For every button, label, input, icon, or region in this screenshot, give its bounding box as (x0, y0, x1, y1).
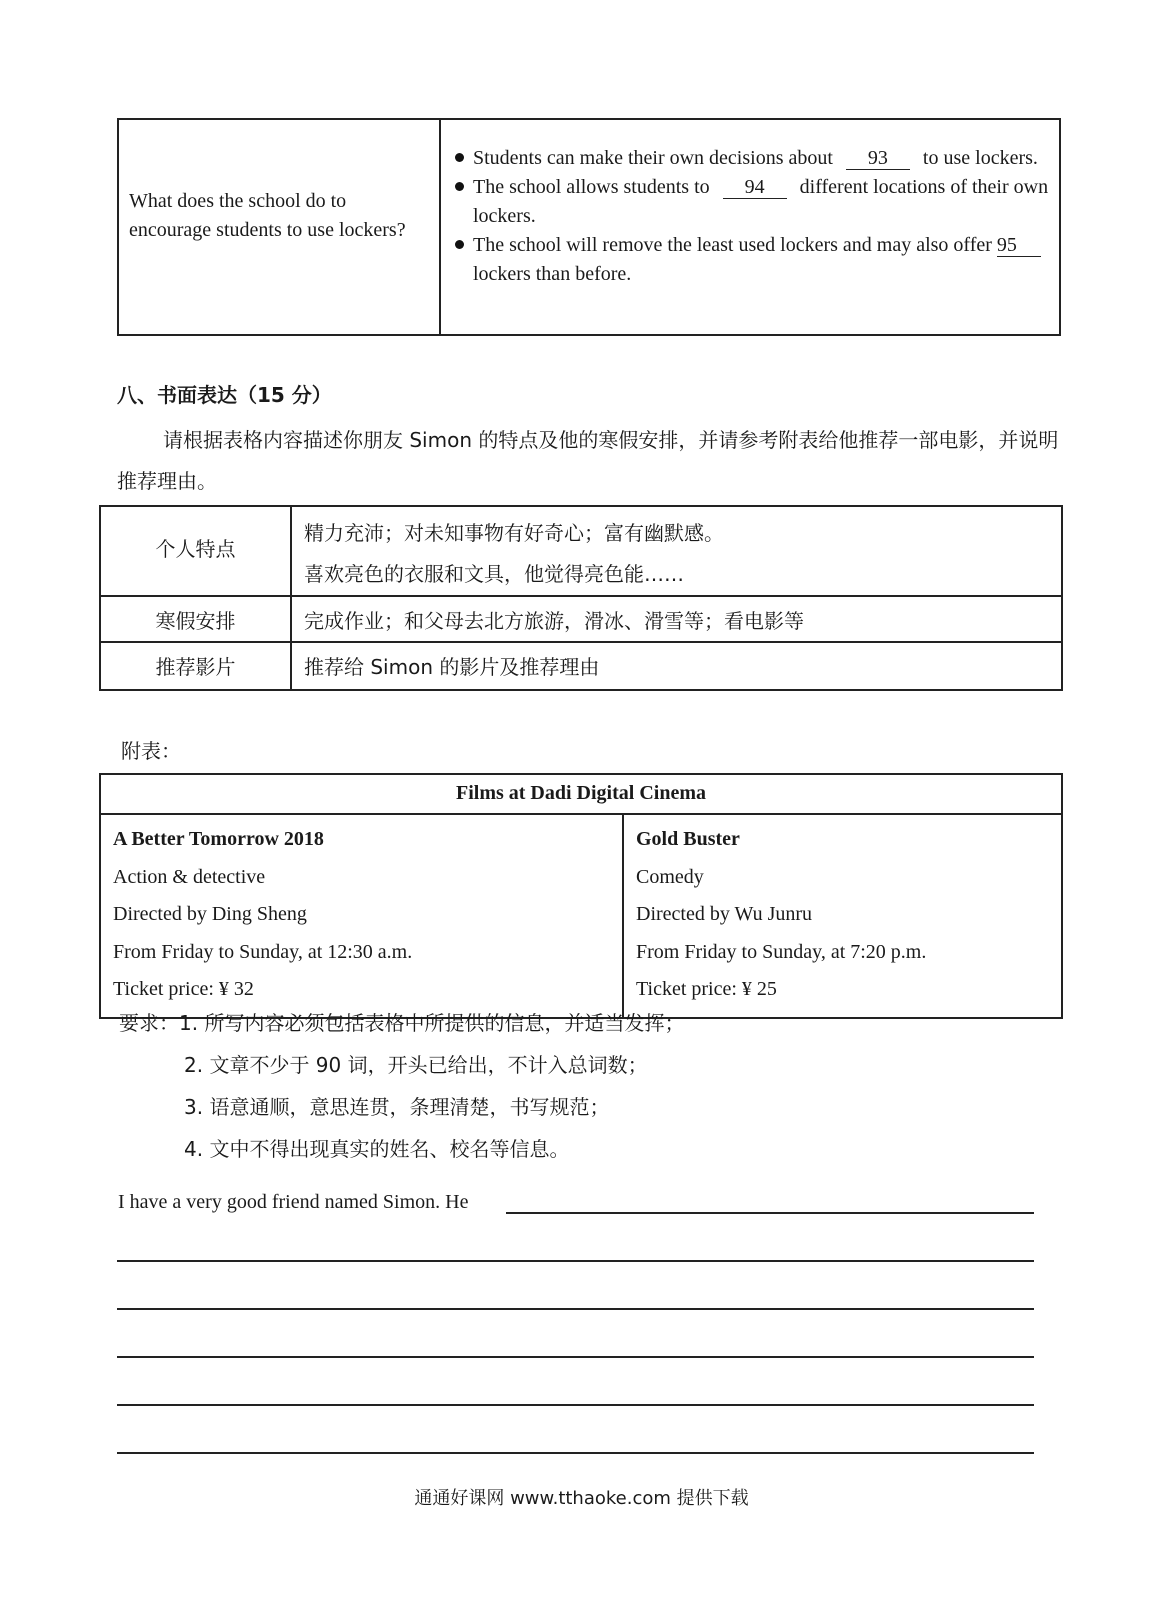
film-price: Ticket price: ¥ 32 (113, 978, 254, 1000)
question-cell (118, 119, 440, 335)
info-key-recommend: 推荐影片 (100, 642, 291, 690)
film-card (623, 814, 1062, 1018)
info-key-winter-plan: 寒假安排 (100, 596, 291, 642)
film-price: Ticket price: ¥ 25 (636, 978, 777, 1000)
writing-line[interactable] (117, 1404, 1034, 1406)
answer-cell (440, 119, 1060, 335)
film-title: Gold Buster (636, 828, 740, 850)
blank-94[interactable]: 94 (723, 176, 787, 199)
appendix-label: 附表： (121, 739, 181, 763)
info-value-personality: 精力充沛；对未知事物有好奇心；富有幽默感。 喜欢亮色的衣服和文具，他觉得亮色能…… (291, 506, 1062, 596)
requirements (119, 1002, 684, 1170)
blank-93[interactable]: 93 (846, 147, 910, 170)
essay-opening: I have a very good friend named Simon. He (118, 1191, 469, 1213)
films-table-title: Films at Dadi Digital Cinema (100, 774, 1062, 814)
writing-line[interactable] (506, 1212, 1034, 1214)
writing-line[interactable] (117, 1260, 1034, 1262)
writing-line[interactable] (117, 1308, 1034, 1310)
film-genre: Comedy (636, 865, 704, 888)
film-genre: Action & detective (113, 865, 266, 888)
film-director: Directed by Ding Sheng (113, 903, 307, 925)
requirement-item: 2. 文章不少于 90 词，开头已给出，不计入总词数； (184, 1053, 648, 1077)
requirement-item: 3. 语意通顺，意思连贯，条理清楚，书写规范； (184, 1095, 610, 1119)
friend-info-table (99, 505, 1063, 691)
section-description: 请根据表格内容描述你朋友 Simon 的特点及他的寒假安排，并请参考附表给他推荐一部电影，并说明推荐理由。 (117, 428, 1059, 493)
section-title: 八、书面表达（15 分） (117, 383, 332, 407)
locker-question-table (117, 118, 1061, 336)
bullet-item-95: The school will remove the least used lockers and may also offer 95 lockers than before. (455, 231, 1049, 289)
writing-line[interactable] (117, 1452, 1034, 1454)
writing-line[interactable] (117, 1356, 1034, 1358)
film-director: Directed by Wu Junru (636, 903, 813, 925)
info-value-winter-plan: 完成作业；和父母去北方旅游，滑冰、滑雪等；看电影等 (291, 596, 1062, 642)
film-card (100, 814, 623, 1018)
question-text: What does the school do to encourage students to use lockers? (129, 190, 406, 241)
requirement-item: 4. 文中不得出现真实的姓名、校名等信息。 (184, 1137, 570, 1161)
bullet-item-94: The school allows students to 94 different locations of their own lockers. (455, 173, 1049, 231)
requirement-item: 要求：1. 所写内容必须包括表格中所提供的信息，并适当发挥； (119, 1011, 685, 1035)
film-title: A Better Tomorrow 2018 (113, 828, 324, 850)
film-schedule: From Friday to Sunday, at 12:30 a.m. (113, 940, 413, 963)
films-table (99, 773, 1063, 1019)
bullet-item-93: Students can make their own decisions about 93 to use lockers. (455, 144, 1049, 173)
page-footer: 通通好课网 www.tthaoke.com 提供下载 (414, 1488, 749, 1509)
info-key-personality: 个人特点 (100, 506, 291, 596)
film-schedule: From Friday to Sunday, at 7:20 p.m. (636, 940, 927, 963)
info-value-recommend: 推荐给 Simon 的影片及推荐理由 (291, 642, 1062, 690)
blank-95[interactable]: 95 (997, 234, 1041, 257)
